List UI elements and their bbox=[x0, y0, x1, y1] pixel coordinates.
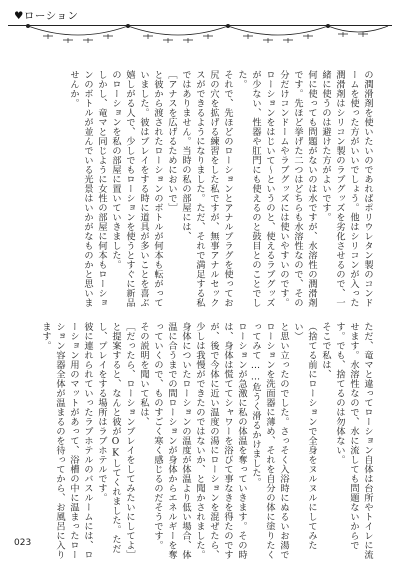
paragraph: と思い立ったのでした。さっそく入浴時にぬるいお湯でローションを洗面器に薄め、それを自分の体に塗りたくってみて……危うく滑るかけました。 bbox=[250, 322, 289, 560]
paragraph: ローションが急激に私の体温を奪っていきます。その時は、身体は慌ててシャワーを浴びて事なきを得たのですが、後で今体に近い温度の湯にローションを混ぜたら、少しは我慢ができたのではないか、と聞かされました。 bbox=[194, 322, 247, 560]
paragraph: それで、先ほどのローションとアナルプラグを使ってお尻の穴を拡げる練習をした私ですが、無事アナルセックスができるようになりました。ただ、それで満足する私ではありません。当時の私の部屋には、 bbox=[180, 70, 233, 308]
paragraph: の潤滑剤を使いたいのであればポリウレタン製のコンドームを使った方がいいでしょう。他はシリコンが入った潤滑剤はシリコン製のラブグッズを劣化させるので、一緒に使うのは避けた方がよいです。 bbox=[320, 70, 373, 308]
paragraph: と提案すると、なんと彼がOKしてくれました。ただし、プレイをする場所はラブホテルです。 bbox=[96, 322, 121, 554]
paragraph: その説明を聞いて私は、 bbox=[138, 322, 149, 427]
heart-bunting-decoration bbox=[8, 22, 392, 58]
quote-line: （捨てる前にローションで全身をヌルヌルにしてみたい） bbox=[292, 322, 317, 550]
paragraph: 何に使っても問題がないのは水ですが、水溶性の潤滑剤です。先ほど挙げた二つはどちらも水溶性なので、その分だけコンドームやラブグッズには使いやすいのです。 bbox=[278, 70, 317, 308]
paragraph: と彼から渡されたローションのボトルが何本も転がっていました。彼はプレイをする時に道具が多いことを喜ぶ嬉しがる人で、少しでもローションを使うとすぐに新品のローションを私の部屋に置いていきました。 bbox=[110, 70, 163, 308]
bottom-text-column bbox=[26, 322, 374, 562]
chapter-title: ♥ローション bbox=[14, 10, 79, 22]
top-text-column bbox=[44, 70, 374, 310]
page-number: 023 bbox=[14, 538, 32, 548]
quote-line: ［アナスを広げるためにおいで］ bbox=[166, 70, 177, 213]
paragraph: そこで私は、 bbox=[320, 322, 331, 379]
paragraph: ただ、竜マと違ってローション自体は台所やトイレに流せます。水溶性なので、水に流しても問題ないからです。でも、捨てるのは勿体ない。 bbox=[334, 322, 373, 560]
page-header bbox=[0, 0, 400, 58]
paragraph: 彼に連れられていったラブホテルのバスルームには、ローション用のマットがあって、浴槽の中に温まったローション容器全体が温まるのを待ってから、お風呂に入ります。 bbox=[40, 322, 93, 560]
quote-line: ［だったら、ローションプレイをしてみたいにしてよ］ bbox=[124, 322, 135, 560]
paragraph: 身体についたローションの温度が体温より低い場合、体温に合うまでの間ローションが身体からエネルギーを奪っていくので、ものすごく寒く感じるのだそうです。 bbox=[152, 322, 191, 560]
paragraph: しかし、竜マと同じように女性の部屋に何本もローションのボトルが並んでいる光景はいかがなものかと思いませんか。 bbox=[68, 70, 107, 308]
paragraph: ローションをはじいて～というのと、使えるラブグッズが少ない、性器や肛門にも使えるのと鼓目とのことでした。 bbox=[236, 70, 275, 308]
